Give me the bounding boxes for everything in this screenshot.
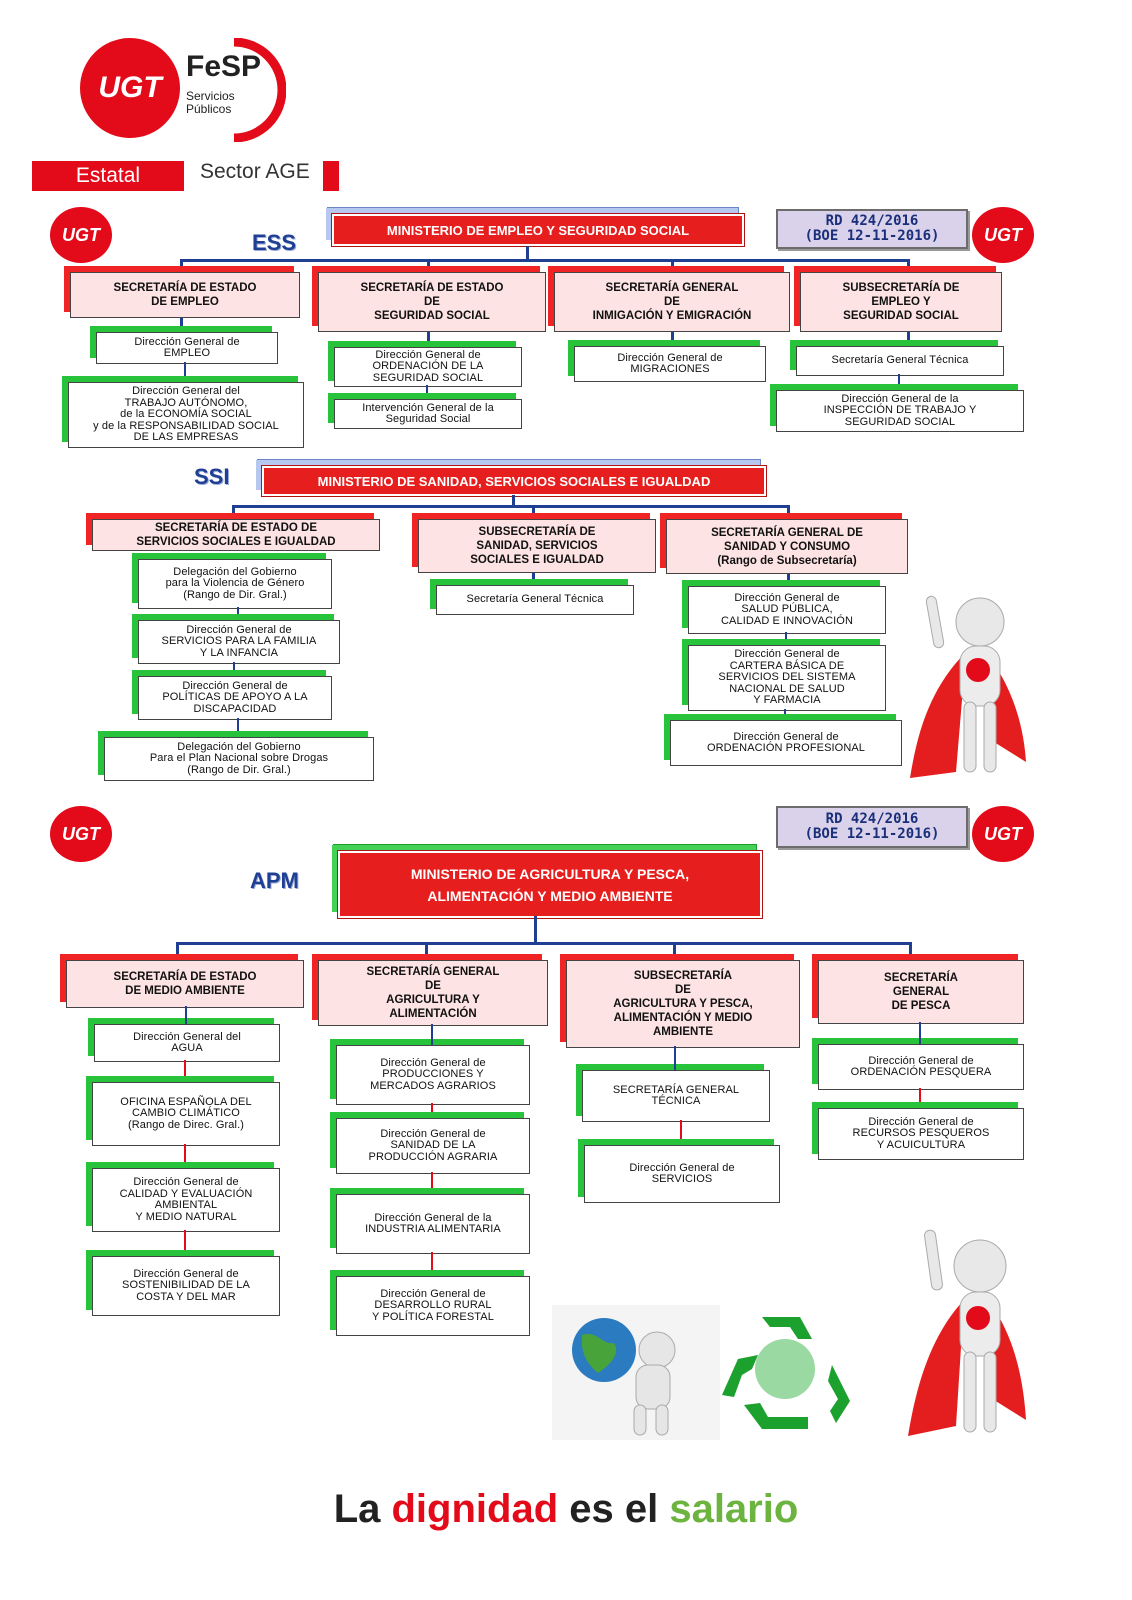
apm-subunit-box-line: AMBIENTAL bbox=[154, 1199, 218, 1211]
apm-unit-box-line: DE PESCA bbox=[891, 1000, 951, 1012]
connector-line bbox=[431, 1103, 433, 1118]
apm-subunit-box-line: Dirección General de bbox=[380, 1287, 486, 1300]
rd-line: (BOE 12-11-2016) bbox=[804, 228, 940, 244]
connector-line bbox=[526, 246, 529, 260]
apm-unit-box-line: DE bbox=[425, 980, 441, 992]
apm-subunit-box-line: CAMBIO CLIMÁTICO bbox=[132, 1107, 240, 1120]
apm-subunit-box-line: Dirección General de bbox=[133, 1267, 239, 1280]
apm-subunit-box bbox=[94, 1024, 280, 1062]
apm-subunit-box bbox=[336, 1118, 530, 1174]
apm-subunit-box-line: SECRETARÍA GENERAL bbox=[612, 1083, 740, 1096]
fesp-sub-line: Públicos bbox=[186, 102, 232, 116]
ess-unit-box bbox=[70, 272, 300, 318]
ssi-subunit-box-line: Dirección General de bbox=[186, 623, 292, 636]
ssi-subunit-box bbox=[138, 620, 340, 664]
ssi-unit-box-line: SECRETARÍA GENERAL DE bbox=[711, 526, 863, 539]
apm-unit-box-line: GENERAL bbox=[892, 986, 950, 998]
ssi-subunit-box bbox=[138, 676, 332, 720]
ess-subunit-box-line: Intervención General de la bbox=[362, 401, 494, 414]
apm-subunit-box bbox=[584, 1145, 780, 1203]
connector-line bbox=[425, 942, 428, 960]
connector-line bbox=[787, 572, 790, 586]
ess-subunit-box-line: MIGRACIONES bbox=[630, 363, 710, 375]
connector-line bbox=[671, 330, 674, 346]
apm-subunit-box-line: Dirección General del bbox=[133, 1030, 241, 1043]
ugt-logo-text: UGT bbox=[62, 224, 100, 245]
apm-unit-box bbox=[566, 960, 800, 1048]
ssi-subunit-box-line: para la Violencia de Género bbox=[165, 577, 305, 590]
ess-subunit-box-line: ORDENACIÓN DE LA bbox=[372, 360, 484, 373]
apm-subunit-box-line: (Rango de Direc. Gral.) bbox=[127, 1118, 244, 1131]
ssi-subunit-box-line: SERVICIOS PARA LA FAMILIA bbox=[161, 635, 317, 648]
ssi-subunit-box-line: Secretaría General Técnica bbox=[466, 593, 604, 606]
ssi-subunit-box bbox=[688, 586, 886, 634]
connector-line bbox=[431, 1024, 433, 1045]
apm-subunit-box bbox=[336, 1045, 530, 1105]
connector-line bbox=[907, 330, 910, 346]
ess-code: ESS bbox=[252, 230, 297, 255]
ess-subunit-box-line: DE LAS EMPRESAS bbox=[133, 431, 239, 444]
apm-subunit-box-line: DESARROLLO RURAL bbox=[374, 1299, 492, 1312]
apm-unit-box-line: SUBSECRETARÍA bbox=[633, 970, 733, 982]
ess-subunit-box-line: de la ECONOMÍA SOCIAL bbox=[120, 408, 252, 421]
ssi-unit-box-line: (Rango de Subsecretaría) bbox=[717, 554, 857, 567]
ministry-line: ALIMENTACIÓN Y MEDIO AMBIENTE bbox=[427, 887, 673, 904]
superhero-illustration-icon bbox=[906, 1220, 1030, 1440]
ssi-unit-box bbox=[666, 519, 908, 574]
apm-unit-box-line: DE bbox=[675, 984, 691, 996]
ssi-subunit-box-line: Delegación del Gobierno bbox=[177, 740, 301, 753]
ugt-logo-text: UGT bbox=[984, 823, 1022, 844]
connector-line bbox=[785, 632, 787, 645]
ess-subunit-box-line: y de la RESPONSABILIDAD SOCIAL bbox=[93, 419, 279, 432]
apm-subunit-box-line: OFICINA ESPAÑOLA DEL bbox=[120, 1095, 252, 1108]
connector-line bbox=[431, 1252, 433, 1276]
ministry-line: MINISTERIO DE AGRICULTURA Y PESCA, bbox=[410, 865, 690, 882]
ssi-unit-box bbox=[92, 519, 380, 551]
connector-line bbox=[431, 1172, 433, 1194]
ugt-logo-text: UGT bbox=[984, 224, 1022, 245]
apm-subunit-box-line: Y ACUICULTURA bbox=[876, 1138, 966, 1151]
ssi-subunit-box bbox=[688, 645, 886, 711]
connector-line bbox=[232, 505, 235, 519]
fesp-logo-text: FeSP bbox=[186, 50, 262, 83]
apm-unit-box-line: SECRETARÍA bbox=[884, 972, 958, 984]
ess-subunit-box-line: SEGURIDAD SOCIAL bbox=[844, 415, 956, 428]
apm-subunit-box-line: SANIDAD DE LA bbox=[390, 1139, 476, 1152]
connector-line bbox=[185, 1006, 187, 1024]
ess-subunit-box bbox=[334, 347, 522, 387]
apm-subunit-box bbox=[582, 1070, 770, 1122]
ess-unit-box bbox=[800, 272, 1002, 332]
fesp-arc-icon bbox=[220, 38, 286, 142]
red-marker bbox=[323, 161, 339, 191]
ssi-subunit-box-line: SERVICIOS DEL SISTEMA bbox=[718, 671, 856, 684]
apm-subunit-box bbox=[818, 1108, 1024, 1160]
ugt-small-logo-icon bbox=[972, 806, 1034, 862]
apm-subunit-box-line: AGUA bbox=[171, 1042, 203, 1054]
ess-subunit-box-line: Dirección General de bbox=[617, 351, 723, 364]
ssi-subunit-box bbox=[104, 737, 374, 781]
ugt-logo-text: UGT bbox=[62, 823, 100, 844]
ssi-unit-box-line: SANIDAD Y CONSUMO bbox=[723, 540, 851, 553]
ssi-subunit-box-line: ORDENACIÓN PROFESIONAL bbox=[706, 742, 866, 754]
connector-line bbox=[237, 718, 239, 737]
fesp-sub-line: Servicios bbox=[186, 89, 235, 103]
slogan-part: dignidad bbox=[391, 1487, 559, 1531]
connector-line bbox=[176, 942, 179, 960]
ugt-logo-icon bbox=[80, 38, 180, 138]
ugt-small-logo-icon bbox=[50, 806, 112, 862]
apm-subunit-box-line: COSTA Y DEL MAR bbox=[136, 1290, 236, 1303]
ess-unit-box bbox=[318, 272, 546, 332]
connector-line bbox=[673, 942, 676, 960]
connector-line bbox=[180, 259, 910, 262]
ess-subunit-box-line: EMPLEO bbox=[163, 347, 211, 359]
ess-unit-box-line: DE bbox=[424, 296, 440, 308]
apm-subunit-box-line: ORDENACIÓN PESQUERA bbox=[850, 1066, 992, 1078]
rd-line: RD 424/2016 bbox=[825, 213, 919, 229]
apm-subunit-box bbox=[92, 1168, 280, 1232]
apm-ministry-box bbox=[338, 851, 762, 918]
apm-rd-box bbox=[776, 806, 968, 848]
ugt-fesp-logo bbox=[80, 38, 285, 143]
apm-subunit-box bbox=[92, 1082, 280, 1146]
apm-subunit-box-line: PRODUCCIONES Y bbox=[382, 1068, 484, 1081]
ess-unit-box bbox=[554, 272, 790, 332]
apm-subunit-box-line: Dirección General de bbox=[868, 1115, 974, 1128]
ssi-subunit-box-line: Y LA INFANCIA bbox=[199, 646, 279, 659]
ssi-unit-box-line: SERVICIOS SOCIALES E IGUALDAD bbox=[136, 536, 336, 548]
connector-line bbox=[674, 1046, 676, 1070]
apm-subunit-box-line: SERVICIOS bbox=[651, 1173, 713, 1185]
ssi-subunit-box-line: Delegación del Gobierno bbox=[173, 565, 297, 578]
ess-subunit-box-line: TRABAJO AUTÓNOMO, bbox=[124, 396, 248, 409]
slogan-part: es el bbox=[558, 1487, 670, 1531]
ssi-subunit-box-line: Dirección General de bbox=[733, 730, 839, 743]
slogan-part: salario bbox=[669, 1487, 799, 1531]
apm-unit-box bbox=[318, 960, 548, 1026]
connector-line bbox=[184, 1144, 186, 1168]
apm-subunit-box-line: RECURSOS PESQUEROS bbox=[852, 1127, 990, 1140]
connector-line bbox=[233, 662, 235, 676]
connector-line bbox=[532, 505, 535, 519]
ssi-subunit-box-line: POLÍTICAS DE APOYO A LA bbox=[162, 691, 308, 704]
ssi-unit-box-line: SOCIALES E IGUALDAD bbox=[470, 554, 604, 566]
ess-subunit-box-line: SEGURIDAD SOCIAL bbox=[372, 371, 484, 384]
ess-subunit-box-line: Dirección General de bbox=[375, 348, 481, 361]
ess-subunit-box bbox=[96, 332, 278, 364]
ess-unit-box-line: SECRETARÍA DE ESTADO bbox=[113, 282, 257, 294]
apm-unit-box-line: SECRETARÍA GENERAL bbox=[366, 966, 500, 978]
connector-line bbox=[237, 607, 239, 620]
ssi-subunit-box-line: SALUD PÚBLICA, bbox=[741, 603, 833, 616]
ess-subunit-box-line: Secretaría General Técnica bbox=[831, 354, 969, 367]
ess-unit-box-line: SECRETARÍA DE ESTADO bbox=[360, 282, 504, 294]
estatal-band: Estatal bbox=[32, 161, 184, 191]
ess-subunit-box-line: Seguridad Social bbox=[385, 413, 471, 425]
apm-subunit-box-line: PRODUCCIÓN AGRARIA bbox=[368, 1150, 498, 1163]
apm-subunit-box-line: Dirección General de bbox=[380, 1127, 486, 1140]
ugt-logo-text: UGT bbox=[98, 71, 162, 104]
ssi-subunit-box-line: CALIDAD E INNOVACIÓN bbox=[721, 614, 853, 627]
ssi-subunit-box-line: (Rango de Dir. Gral.) bbox=[183, 588, 287, 601]
connector-line bbox=[919, 1088, 921, 1108]
ssi-subunit-box-line: Y FARMACIA bbox=[753, 694, 821, 707]
connector-line bbox=[680, 1120, 682, 1145]
connector-line bbox=[919, 1022, 921, 1044]
apm-subunit-box-line: MERCADOS AGRARIOS bbox=[370, 1079, 496, 1092]
ssi-subunit-box bbox=[138, 559, 332, 609]
ssi-subunit-box-line: (Rango de Dir. Gral.) bbox=[187, 763, 291, 776]
connector-line bbox=[532, 571, 535, 585]
apm-subunit-box-line: Y POLÍTICA FORESTAL bbox=[372, 1310, 494, 1323]
ssi-unit-box-line: SANIDAD, SERVICIOS bbox=[476, 540, 598, 552]
connector-line bbox=[784, 709, 786, 720]
ssi-unit-box-line: SECRETARÍA DE ESTADO DE bbox=[154, 522, 318, 534]
connector-line bbox=[909, 942, 912, 960]
ssi-subunit-box-line: NACIONAL DE SALUD bbox=[729, 682, 845, 695]
apm-subunit-box-line: Dirección General de la bbox=[374, 1211, 492, 1224]
recycle-icon bbox=[712, 1305, 858, 1437]
apm-subunit-box-line: SOSTENIBILIDAD DE LA bbox=[122, 1279, 250, 1292]
connector-line bbox=[787, 505, 790, 519]
ess-unit-box-line: SEGURIDAD SOCIAL bbox=[843, 310, 959, 322]
connector-line bbox=[180, 316, 183, 332]
apm-subunit-box-line: CALIDAD Y EVALUACIÓN bbox=[119, 1187, 253, 1200]
ess-subunit-box-line: INSPECCIÓN DE TRABAJO Y bbox=[823, 404, 977, 417]
apm-subunit-box bbox=[818, 1044, 1024, 1090]
connector-line bbox=[232, 505, 790, 508]
apm-unit-box-line: ALIMENTACIÓN bbox=[389, 1008, 477, 1020]
apm-unit-box bbox=[66, 960, 304, 1008]
ssi-ministry-box: MINISTERIO DE SANIDAD, SERVICIOS SOCIALES E IGUALDAD bbox=[262, 466, 766, 496]
apm-subunit-box-line: Dirección General de bbox=[380, 1056, 486, 1069]
slogan-part: La bbox=[333, 1487, 392, 1531]
ugt-small-logo-icon bbox=[972, 207, 1034, 263]
connector-line bbox=[427, 330, 430, 347]
sector-label: Sector AGE bbox=[200, 160, 310, 183]
ess-unit-box-line: EMPLEO Y bbox=[871, 296, 931, 308]
apm-subunit-box bbox=[336, 1194, 530, 1254]
connector-line bbox=[184, 1230, 186, 1256]
ssi-unit-box-line: SUBSECRETARÍA DE bbox=[478, 526, 596, 538]
ess-subunit-box-line: Dirección General del bbox=[132, 385, 240, 398]
ess-unit-box-line: INMIGACIÓN Y EMIGRACIÓN bbox=[592, 310, 752, 322]
ssi-subunit-box bbox=[436, 585, 634, 615]
ess-subunit-box bbox=[68, 382, 304, 448]
ssi-subunit-box bbox=[670, 720, 902, 766]
apm-subunit-box-line: Dirección General de bbox=[868, 1054, 974, 1067]
apm-code: APM bbox=[250, 868, 299, 893]
ssi-subunit-box-line: Dirección General de bbox=[734, 591, 840, 604]
ess-unit-box-line: SUBSECRETARÍA DE bbox=[842, 282, 960, 294]
ess-unit-box-line: DE bbox=[664, 296, 680, 308]
ssi-unit-box bbox=[418, 519, 656, 573]
apm-subunit-box-line: Dirección General de bbox=[133, 1176, 239, 1188]
apm-unit-box-line: AGRICULTURA Y bbox=[386, 994, 480, 1006]
apm-subunit-box-line: TÉCNICA bbox=[651, 1095, 701, 1107]
ess-subunit-box bbox=[574, 346, 766, 382]
apm-unit-box-line: DE MEDIO AMBIENTE bbox=[125, 985, 245, 997]
ess-unit-box-line: SECRETARÍA GENERAL bbox=[605, 282, 739, 294]
connector-line bbox=[534, 916, 537, 944]
connector-line bbox=[184, 362, 186, 382]
slogan bbox=[0, 1487, 1132, 1532]
ssi-code: SSI bbox=[194, 464, 230, 489]
ess-unit-box-line: SEGURIDAD SOCIAL bbox=[374, 310, 490, 322]
ess-subunit-box bbox=[796, 346, 1004, 376]
apm-unit-box-line: ALIMENTACIÓN Y MEDIO bbox=[613, 1012, 753, 1024]
rd-line: (BOE 12-11-2016) bbox=[804, 826, 940, 842]
ess-unit-box-line: DE EMPLEO bbox=[151, 296, 219, 308]
rd-line: RD 424/2016 bbox=[825, 811, 919, 827]
ssi-subunit-box-line: Dirección General de bbox=[182, 679, 288, 692]
superhero-illustration-icon bbox=[906, 582, 1030, 780]
ess-subunit-box bbox=[776, 390, 1024, 432]
apm-unit-box-line: SECRETARÍA DE ESTADO bbox=[113, 971, 257, 983]
apm-subunit-box bbox=[92, 1256, 280, 1316]
connector-line bbox=[176, 942, 912, 945]
ess-subunit-box-line: Dirección General de la bbox=[841, 392, 959, 405]
ssi-subunit-box-line: Dirección General de bbox=[734, 648, 840, 661]
apm-unit-box bbox=[818, 960, 1024, 1024]
apm-subunit-box-line: Dirección General de bbox=[629, 1161, 735, 1174]
ssi-subunit-box-line: CARTERA BÁSICA DE bbox=[729, 659, 845, 672]
ssi-subunit-box-line: DISCAPACIDAD bbox=[193, 702, 277, 715]
apm-subunit-box bbox=[336, 1276, 530, 1336]
apm-unit-box-line: AGRICULTURA Y PESCA, bbox=[613, 998, 753, 1010]
ssi-subunit-box-line: Para el Plan Nacional sobre Drogas bbox=[149, 752, 329, 765]
globe-figure-icon bbox=[552, 1305, 720, 1440]
ess-ministry-box: MINISTERIO DE EMPLEO Y SEGURIDAD SOCIAL bbox=[332, 214, 744, 246]
connector-line bbox=[426, 385, 428, 399]
ess-subunit-box-line: Dirección General de bbox=[134, 335, 240, 348]
ugt-small-logo-icon bbox=[50, 207, 112, 263]
apm-subunit-box-line: Y MEDIO NATURAL bbox=[135, 1210, 237, 1223]
ess-subunit-box bbox=[334, 399, 522, 429]
apm-subunit-box-line: INDUSTRIA ALIMENTARIA bbox=[365, 1223, 501, 1235]
ess-rd-box bbox=[776, 209, 968, 249]
connector-line bbox=[898, 374, 900, 390]
connector-line bbox=[184, 1060, 186, 1082]
apm-unit-box-line: AMBIENTE bbox=[652, 1026, 714, 1038]
